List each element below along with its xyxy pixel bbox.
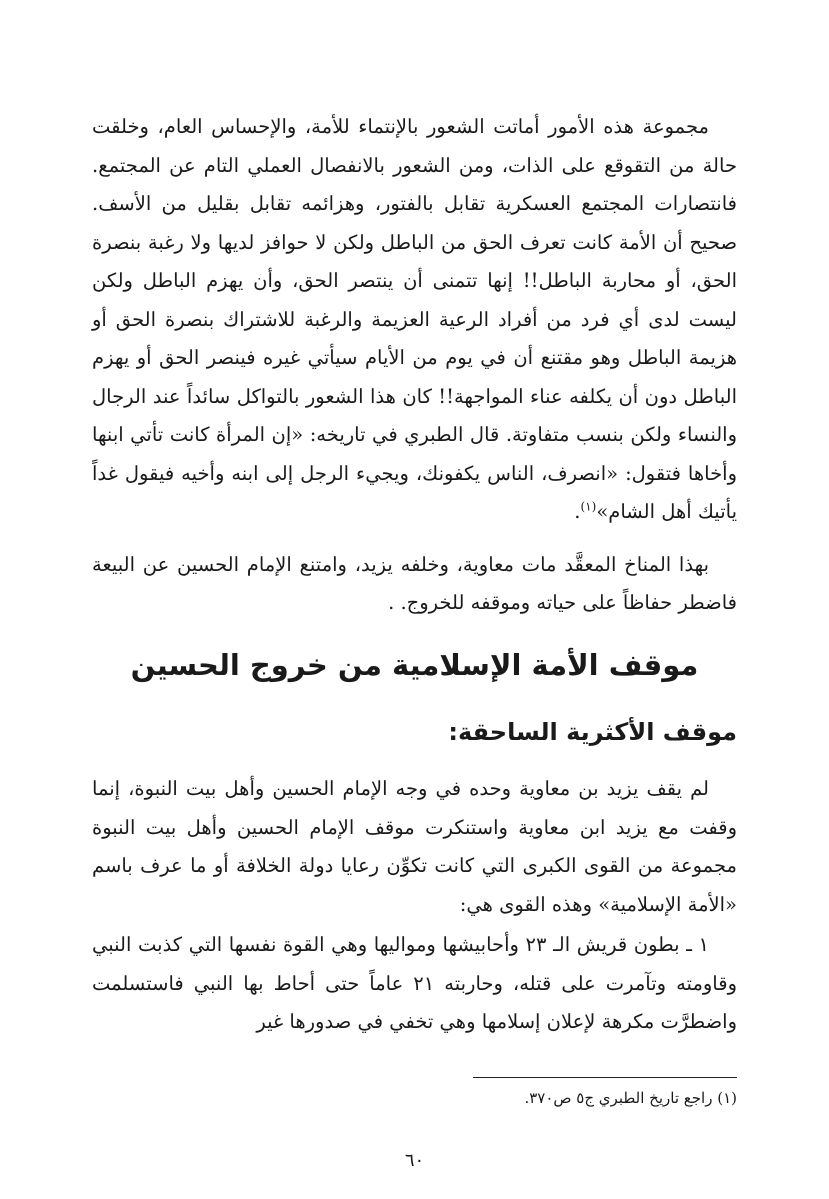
body-paragraph	[92, 108, 737, 532]
page-number: ٦٠	[404, 1150, 425, 1171]
paragraph-text: مجموعة هذه الأمور أماتت الشعور بالإنتماء للأمة، والإحساس العام، وخلقت حالة من التقوقع على الذات، ومن الشعور بالانفصال العملي التام عن المجتمع. فانتصارات المجتمع العسكرية تقابل بالفتور، وهزائمه تقابل بقليل من الأسف. صحيح أن الأمة كانت تعرف الحق من الباطل ولكن لا حوافز لديها ولا رغبة بنصرة الحق، أو محاربة الباطل!! إنها تتمنى أن ينتصر الحق، وأن يهزم الباطل ولكن ليست لدى أي فرد من أفراد الرعية العزيمة والرغبة للاشتراك بنصرة الحق أو هزيمة الباطل وهو مقتنع أن في يوم من الأيام سيأتي غيره فينصر الحق أو يهزم الباطل دون أن يكلفه عناء المواجهة!! كان هذا الشعور بالتواكل سائداً عند الرجال والنساء ولكن بنسب متفاوتة. قال الطبري في تاريخه: «إن المرأة كانت تأتي ابنها وأخاها فتقول: «انصرف، الناس يكفونك، ويجيء الرجل إلى ابنه وأخيه فيقول غداً يأتيك أهل الشام»	[92, 115, 737, 523]
paragraph-end: .	[574, 500, 581, 523]
body-paragraph: ١ ـ بطون قريش الـ ٢٣ وأحابيشها ومواليها وهي القوة نفسها التي كذبت النبي وقاومته وتآمرت على قتله، وحاربته ٢١ عاماً حتى أحاط بها النبي فاستسلمت واضطرَّت مكرهة لإعلان إسلامها وهي تخفي في صدورها غير	[92, 933, 737, 1033]
footnote: (١) راجع تاريخ الطبري ج٥ ص٣٧٠.	[524, 1089, 737, 1107]
section-heading: موقف الأمة الإسلامية من خروج الحسين	[130, 648, 699, 682]
subsection-heading: موقف الأكثرية الساحقة:	[448, 718, 737, 746]
body-paragraph: بهذا المناخ المعقَّد مات معاوية، وخلفه يزيد، وامتنع الإمام الحسين عن البيعة فاضطر حفاظاً على حياته وموقفه للخروج. .	[92, 552, 737, 614]
page-content	[92, 108, 737, 1033]
body-block	[92, 926, 737, 1042]
footnote-divider	[473, 1077, 737, 1078]
body-paragraph: لم يقف يزيد بن معاوية وحده في وجه الإمام الحسين وأهل بيت النبوة، إنما وقفت مع يزيد ابن معاوية واستنكرت موقف الإمام الحسين وأهل بيت النبوة مجموعة من القوى الكبرى التي كانت تكوِّن رعايا دولة الخلافة أو ما عرف باسم «الأمة الإسلامية» وهذه القوى هي:	[92, 777, 737, 916]
body-block	[92, 770, 737, 924]
footnote-reference: (١)	[580, 499, 597, 514]
